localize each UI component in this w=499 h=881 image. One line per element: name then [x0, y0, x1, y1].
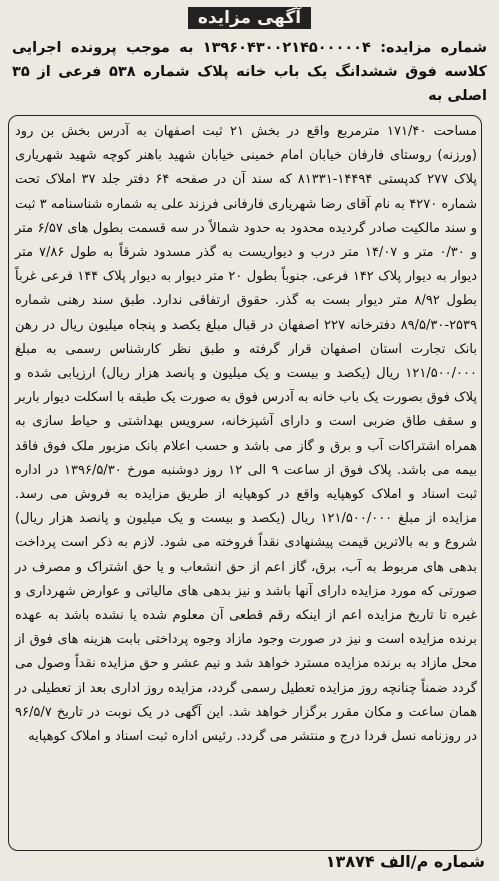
notice-header: شماره مزایده: ۱۳۹۶۰۴۳۰۰۲۱۴۵۰۰۰۰۰۴ به موجب پرونده اجرایی کلاسه فوق ششدانگ یک باب خانه پلاک شماره ۵۳۸ فرعی از ۳۵ اصلی به: [12, 40, 487, 104]
notice-body: [15, 120, 477, 749]
notice-title: [0, 8, 499, 28]
notice-body-paragraph: مساحت ۱۷۱/۴۰ مترمربع واقع در بخش ۲۱ ثبت اصفهان به آدرس بخش بن رود (ورزنه) روستای فارفان خیابان امام خمینی خیابان شهید باهنر کوچه شهید شهریاری پلاک ۲۷۷ کدپستی ۱۴۴۹۴-۸۱۳۳۱ که سند آن در صفحه ۶۴ دفتر جلد ۳۷ املاک تحت شماره ۴۲۷۰ به نام آقای رضا شهریاری فارفانی فرزند علی به شماره شناسنامه ۳ ثبت و سند مالکیت صادر گردیده محدود به حدود شمالاً در سه قسمت بطول های ۶/۵۷ متر و ۰/۳۰ متر و ۱۴/۰۷ متر درب و دیواریست به گذر مسدود شرقاً به طول ۷/۸۶ متر دیوار به دیوار پلاک ۱۴۲ فرعی. جنوباً بطول ۲۰ متر دیوار به دیوار پلاک ۱۴۴ فرعی غرباً بطول ۸/۹۲ متر دیوار بست به گذر. حقوق ارتفاقی ندارد. طبق سند رهنی شماره ۲۵۳۹-۸۹/۵/۳۰ دفترخانه ۲۲۷ اصفهان در قبال مبلغ یکصد و پنجاه میلیون ریال در رهن بانک تجارت استان اصفهان قرار گرفته و طبق نظر کارشناس رسمی به مبلغ ۱۲۱/۵۰۰/۰۰۰ ریال (یکصد و بیست و یک میلیون و پانصد هزار ریال) ارزیابی شده و پلاک فوق بصورت یک باب خانه به آدرس فوق به صورت یک طبقه با اسکلت دیوار باربر و سقف طاق ضربی است و دارای آشپزخانه، سرویس بهداشتی و حیاط سازی به همراه اشتراکات آب و برق و گاز می باشد و حسب اعلام بانک مزبور ملک فوق فاقد بیمه می باشد. پلاک فوق از ساعت ۹ الی ۱۲ روز دوشنبه مورخ ۱۳۹۶/۵/۳۰ در اداره ثبت اسناد و املاک کوهپایه واقع در کوهپایه از طریق مزایده به فروش می رسد. مزایده از مبلغ ۱۲۱/۵۰۰/۰۰۰ ریال (یکصد و بیست و یک میلیون و پانصد هزار ریال) شروع و به بالاترین قیمت پیشنهادی نقداً فروخته می شود. لازم به ذکر است پرداخت بدهی های مربوط به آب، برق، گاز اعم از حق انشعاب و یا حق اشتراک و مصرف در صورتی که مورد مزایده دارای آنها باشد و نیز بدهی های مالیاتی و عوارض شهرداری و غیره تا تاریخ مزایده اعم از اینکه رقم قطعی آن معلوم شده یا نشده باشد به عهده برنده مزایده است و نیز در صورت وجود مازاد وجوه پرداختی بابت هزینه های فوق از محل مازاد به برنده مزایده مسترد خواهد شد و نیم عشر و حق مزایده نقداً وصول می گردد ضمناً چنانچه روز مزایده تعطیل رسمی گردد، مزایده روز اداری بعد از تعطیلی در همان ساعت و مکان مقرر برگزار خواهد شد. این آگهی در یک نوبت در تاریخ ۹۶/۵/۷ در روزنامه نسل فردا درج و منتشر می گردد. رئیس اداره ثبت اسناد و املاک کوهپایه: [15, 124, 478, 745]
notice-title-text: آگهی مزایده: [188, 7, 311, 29]
notice-reference-number: شماره م/الف ۱۳۸۷۴: [325, 852, 485, 871]
